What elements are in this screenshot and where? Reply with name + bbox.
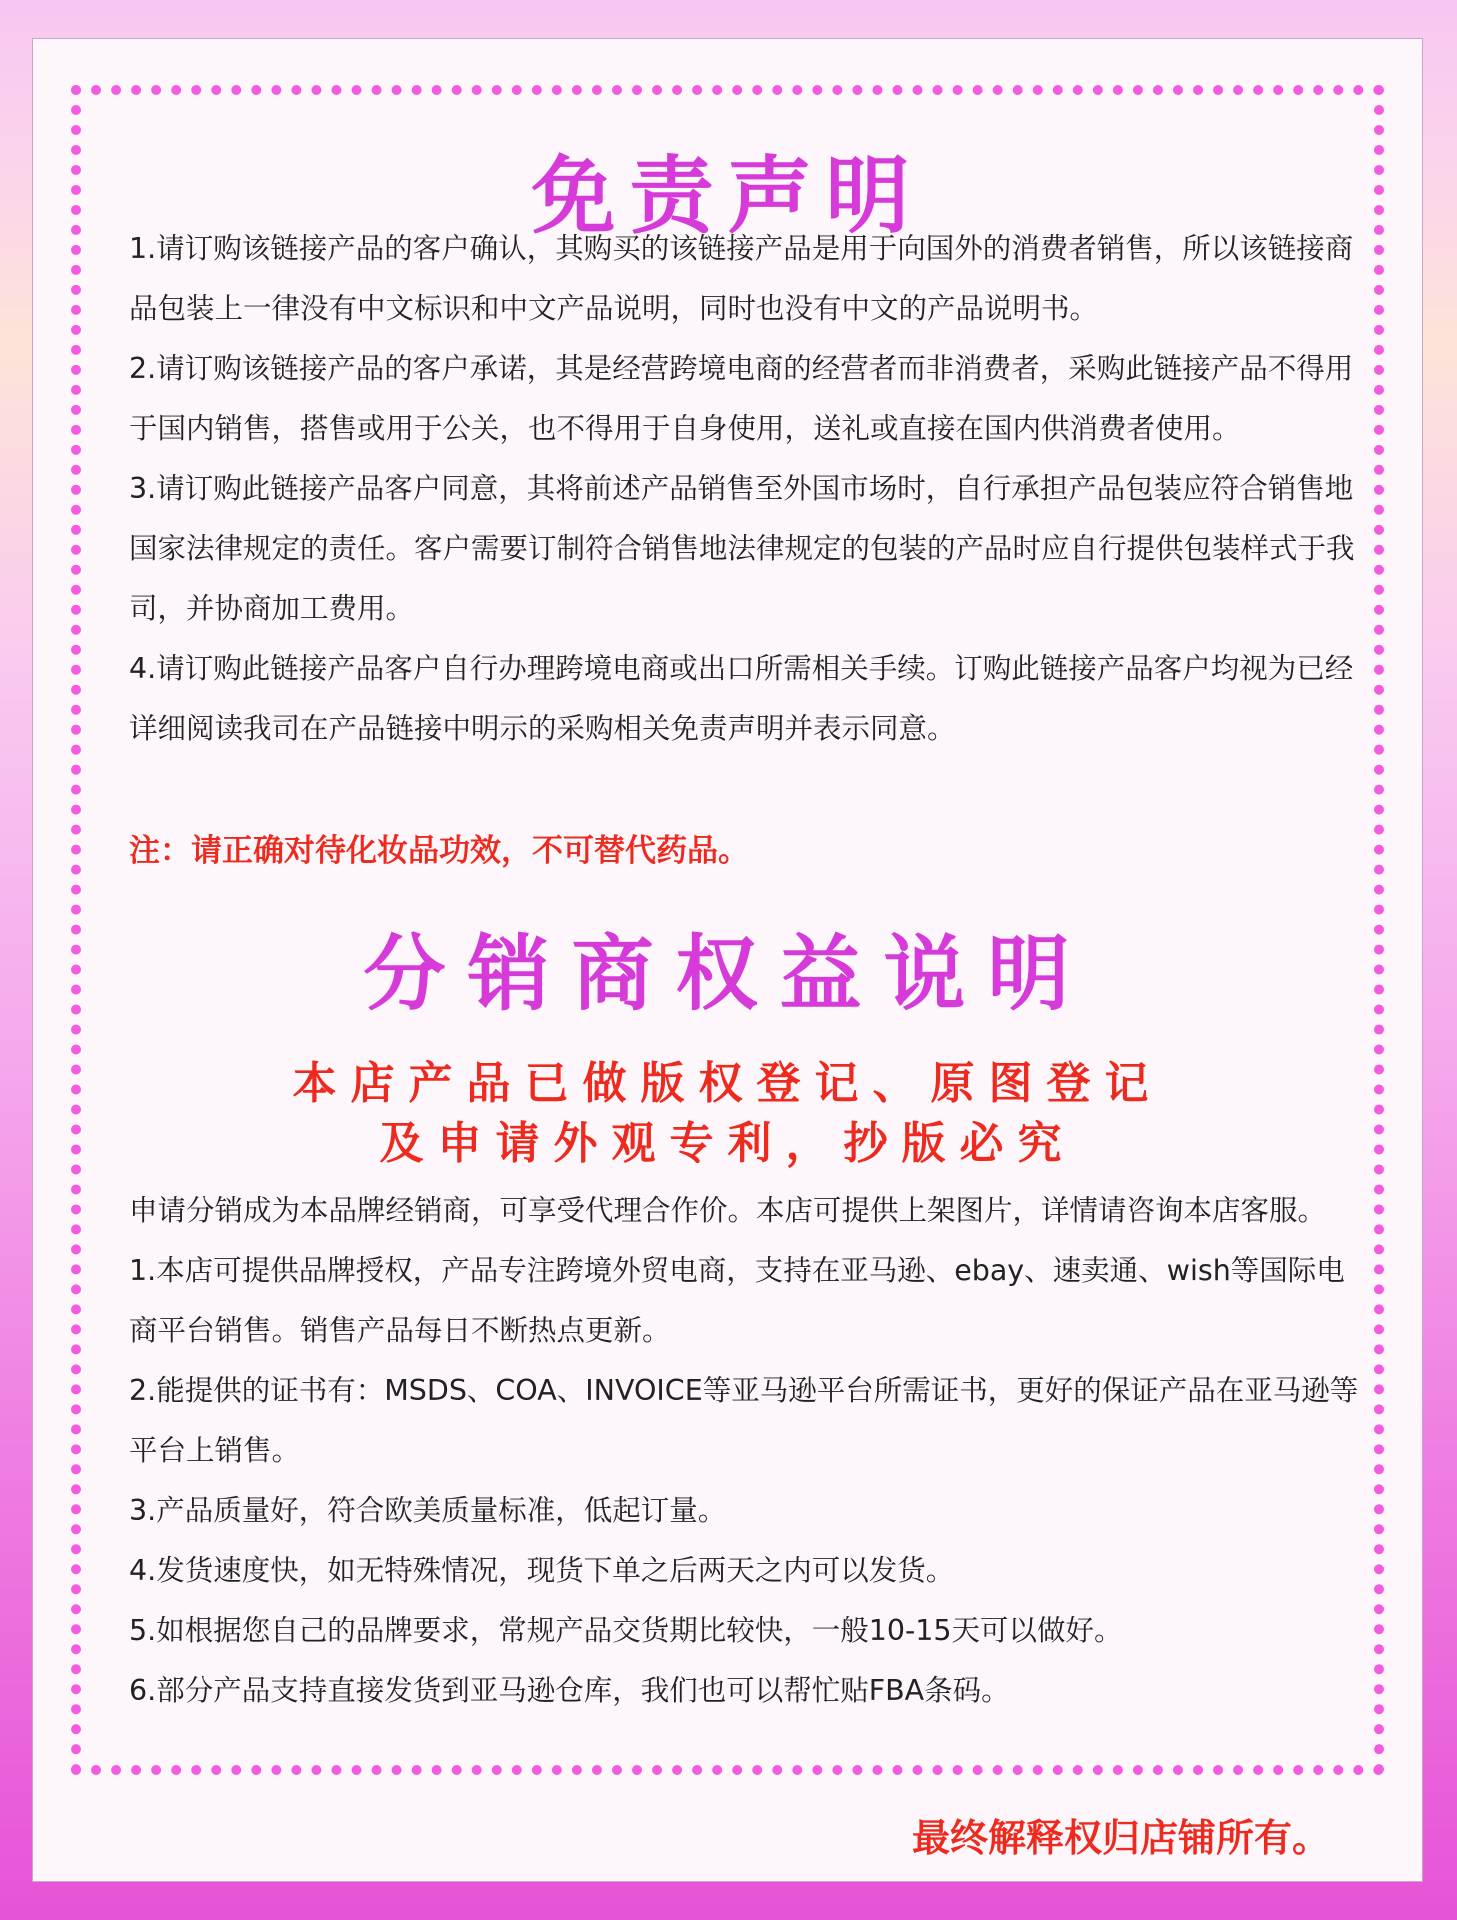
footer-statement: 最终解释权归店铺所有。 [911,1816,1330,1860]
rights-item-4: 4.发货速度快，如无特殊情况，现货下单之后两天之内可以发货。 [129,1554,955,1587]
rights-item-3: 3.产品质量好，符合欧美质量标准，低起订量。 [129,1494,727,1527]
rights-item-2: 2.能提供的证书有：MSDS、COA、INVOICE等亚马逊平台所需证书，更好的保证产品在亚马逊等平台上销售。 [129,1374,1359,1467]
disclaimer-list [129,219,1359,759]
copyright-notice-line-1: 本店产品已做版权登记、原图登记 [292,1058,1163,1109]
rights-item-1: 1.本店可提供品牌授权，产品专注跨境外贸电商，支持在亚马逊、ebay、速卖通、wish等国际电商平台销售。销售产品每日不断热点更新。 [129,1254,1345,1347]
disclaimer-item-4: 4.请订购此链接产品客户自行办理跨境电商或出口所需相关手续。订购此链接产品客户均视为已经详细阅读我司在产品链接中明示的采购相关免责声明并表示同意。 [129,652,1354,745]
disclaimer-item-1: 1.请订购该链接产品的客户确认，其购买的该链接产品是用于向国外的消费者销售，所以该链接商品包装上一律没有中文标识和中文产品说明，同时也没有中文的产品说明书。 [129,232,1354,325]
rights-title: 分销商权益说明 [363,927,1092,1022]
rights-item-5: 5.如根据您自己的品牌要求，常规产品交货期比较快，一般10-15天可以做好。 [129,1614,1123,1647]
copyright-notice-line-2: 及申请外观专利，抄版必究 [379,1118,1076,1169]
rights-intro: 申请分销成为本品牌经销商，可享受代理合作价。本店可提供上架图片，详情请咨询本店客服。 [129,1194,1327,1227]
document-panel [32,38,1423,1882]
disclaimer-note: 注：请正确对待化妆品功效，不可替代药品。 [129,833,749,869]
disclaimer-title: 免责声明 [531,147,924,245]
rights-item-6: 6.部分产品支持直接发货到亚马逊仓库，我们也可以帮忙贴FBA条码。 [129,1674,1010,1707]
rights-list [129,1181,1359,1721]
disclaimer-item-3: 3.请订购此链接产品客户同意，其将前述产品销售至外国市场时，自行承担产品包装应符合销售地国家法律规定的责任。客户需要订制符合销售地法律规定的包装的产品时应自行提供包装样式于我司，并协商加工费用。 [129,472,1355,625]
disclaimer-item-2: 2.请订购该链接产品的客户承诺，其是经营跨境电商的经营者而非消费者，采购此链接产品不得用于国内销售，搭售或用于公关，也不得用于自身使用，送礼或直接在国内供消费者使用。 [129,352,1354,445]
